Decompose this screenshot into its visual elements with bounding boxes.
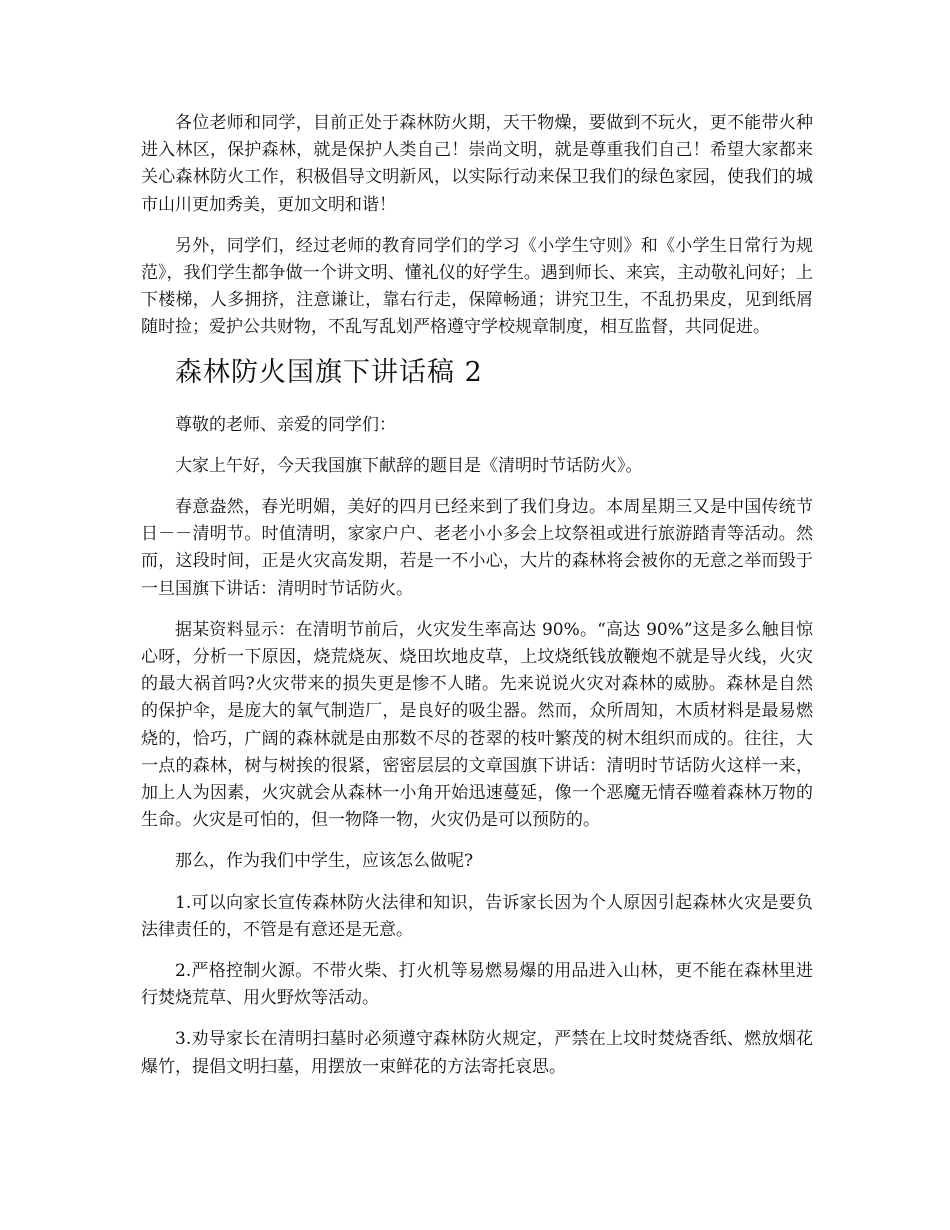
body-paragraph: 另外，同学们，经过老师的教育同学们的学习《小学生守则》和《小学生日常行为规范》，我们学生都争做一个讲文明、懂礼仪的好学生。遇到师长、来宾，主动敬礼问好；上下楼梯，人多拥挤，注意谦让，靠右行走，保障畅通；讲究卫生，不乱扔果皮，见到纸屑随时捡；爱护公共财物，不乱写乱划严格遵守学校规章制度，相互监督，共同促进。 [141, 235, 813, 338]
list-item: 2.严格控制火源。不带火柴、打火机等易燃易爆的用品进入山林，更不能在森林里进行焚烧荒草、用火野炊等活动。 [141, 961, 813, 1009]
body-paragraph: 据某资料显示：在清明节前后，火灾发生率高达 90%。“高达 90%”这是多么触目惊心呀，分析一下原因，烧荒烧灰、烧田坎地皮草，上坟烧纸钱放鞭炮不就是导火线，火灾的最大祸首吗?火灾带来的损失更是惨不人睹。先来说说火灾对森林的威胁。森林是自然的保护伞，是庞大的氧气制造厂，是良好的吸尘器。然而，众所周知，木质材料是最易燃烧的，恰巧，广阔的森林就是由那数不尽的苍翠的枝叶繁茂的树木组织而成的。往往，大一点的森林，树与树挨的很紧，密密层层的文章国旗下讲话：清明时节话防火这样一来，加上人为因素，火灾就会从森林一小角开始迅速蔓延，像一个恶魔无情吞噬着森林万物的生命。火灾是可怕的，但一物降一物，火灾仍是可以预防的。 [141, 619, 813, 831]
body-paragraph: 春意盎然，春光明媚，美好的四月已经来到了我们身边。本周星期三又是中国传统节日－－清明节。时值清明，家家户户、老老小小多会上坟祭祖或进行旅游踏青等活动。然而，这段时间，正是火灾高发期，若是一不小心，大片的森林将会被你的无意之举而毁于一旦国旗下讲话：清明时节话防火。 [141, 497, 813, 599]
body-paragraph: 那么，作为我们中学生，应该怎么做呢? [175, 851, 474, 872]
body-paragraph: 大家上午好，今天我国旗下献辞的题目是《清明时节话防火》。 [175, 455, 643, 476]
body-paragraph: 各位老师和同学，目前正处于森林防火期，天干物燥，要做到不玩火，更不能带火种进入林区，保护森林，就是保护人类自己！崇尚文明，就是尊重我们自己！希望大家都来关心森林防火工作，积极倡导文明新风，以实际行动来保卫我们的绿色家园，使我们的城市山川更加秀美，更加文明和谐！ [141, 113, 813, 215]
section-heading: 森林防火国旗下讲话稿 2 [175, 356, 483, 388]
list-item: 3.劝导家长在清明扫墓时必须遵守森林防火规定，严禁在上坟时焚烧香纸、燃放烟花爆竹，提倡文明扫墓，用摆放一束鲜花的方法寄托哀思。 [141, 1029, 813, 1077]
greeting-paragraph: 尊敬的老师、亲爱的同学们： [175, 414, 396, 435]
list-item: 1.可以向家长宣传森林防火法律和知识，告诉家长因为个人原因引起森林火灾是要负法律责任的，不管是有意还是无意。 [141, 892, 813, 940]
document-page [141, 110, 813, 1095]
